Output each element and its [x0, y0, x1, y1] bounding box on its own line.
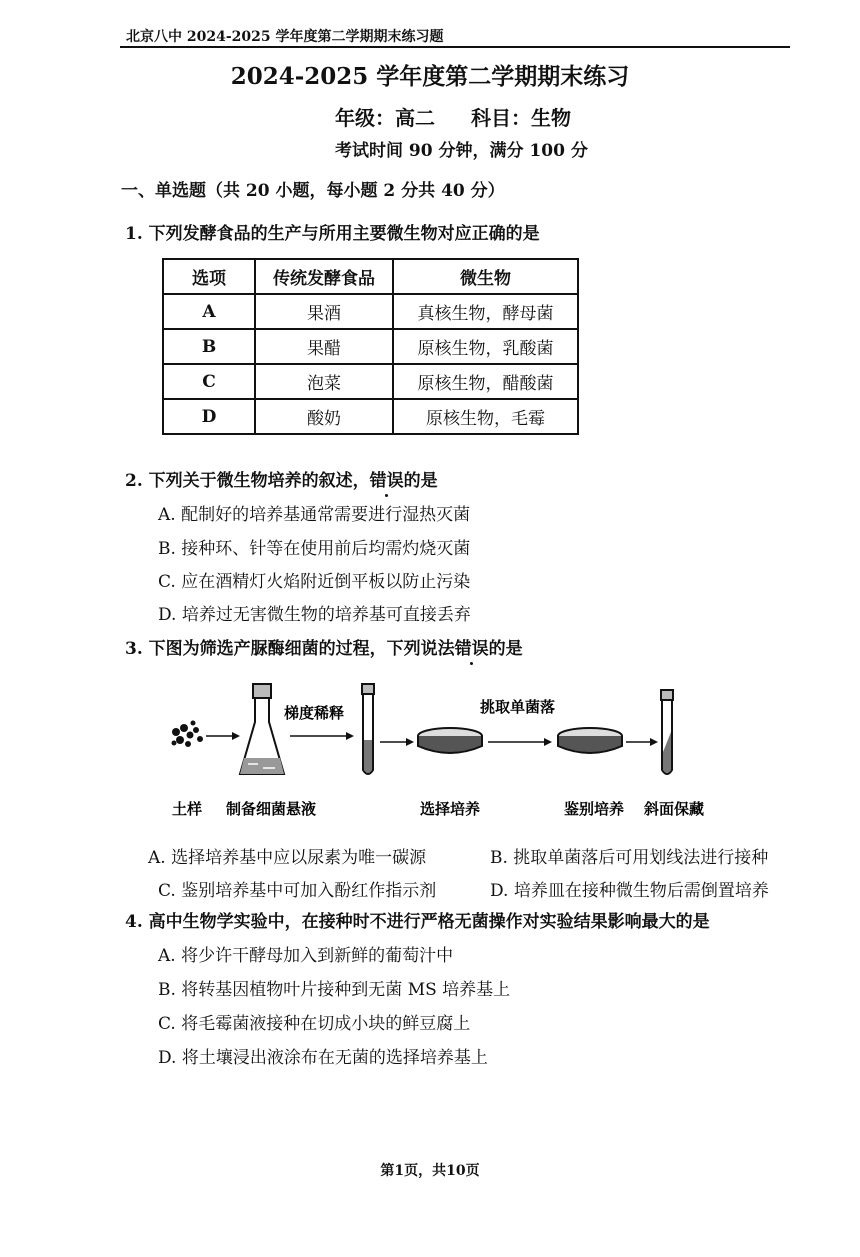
emphasis-word: 错误 [370, 466, 404, 491]
question-3-option-a: A. 选择培养基中应以尿素为唯一碳源 [148, 848, 427, 868]
question-4-option-b: B. 将转基因植物叶片接种到无菌 MS 培养基上 [158, 980, 511, 1000]
question-3-stem-end: 的是 [488, 639, 523, 659]
table-header-cell: 传统发酵食品 [255, 259, 393, 294]
question-2-option-b: B. 接种环、针等在使用前后均需灼烧灭菌 [158, 539, 471, 559]
header-divider [120, 46, 790, 48]
table-header-row [163, 259, 578, 294]
arrow-icon [206, 732, 240, 740]
question-1-table [162, 258, 579, 435]
caption-slant-storage: 斜面保藏 [644, 800, 705, 818]
question-4-option-d: D. 将土壤浸出液涂布在无菌的选择培养基上 [158, 1048, 488, 1068]
caption-differential-culture: 鉴别培养 [564, 800, 625, 818]
arrow-icon [380, 738, 414, 746]
table-cell: 泡菜 [255, 364, 393, 399]
table-cell: 果酒 [255, 294, 393, 329]
table-cell: 原核生物，乳酸菌 [393, 329, 578, 364]
question-2-stem [125, 466, 438, 491]
table-cell: A [163, 294, 255, 329]
question-4-option-a: A. 将少许干酵母加入到新鲜的葡萄汁中 [158, 946, 454, 966]
grade-label: 年级：高二 [335, 106, 435, 130]
question-4-option-c: C. 将毛霉菌液接种在切成小块的鲜豆腐上 [158, 1014, 471, 1034]
arrow-icon [626, 738, 658, 746]
question-2-stem-end: 的是 [403, 471, 438, 491]
question-2-option-a: A. 配制好的培养基通常需要进行湿热灭菌 [158, 505, 471, 525]
subject-label: 科目：生物 [471, 106, 571, 130]
exam-info: 考试时间 90 分钟，满分 100 分 [335, 141, 588, 161]
caption-bacterial-suspension: 制备细菌悬液 [226, 800, 317, 818]
caption-selective-culture: 选择培养 [420, 800, 481, 818]
page-title: 2024-2025 学年度第二学期期末练习 [230, 63, 630, 90]
question-3-option-b: B. 挑取单菌落后可用划线法进行接种 [490, 848, 769, 868]
table-cell: 原核生物，毛霉 [393, 399, 578, 434]
question-2-option-c: C. 应在酒精灯火焰附近倒平板以防止污染 [158, 572, 471, 592]
table-row [163, 364, 578, 399]
flask-icon [240, 684, 284, 774]
petri-dish-icon [558, 728, 622, 753]
emphasis-word: 错误 [455, 634, 489, 659]
question-1-stem: 1. 下列发酵食品的生产与所用主要微生物对应正确的是 [125, 224, 540, 244]
question-3-stem-text: 3. 下图为筛选产脲酶细菌的过程，下列说法 [125, 639, 455, 659]
grade-subject-line [335, 102, 571, 131]
exam-header: 北京八中 2024-2025 学年度第二学期期末练习题 [126, 29, 444, 45]
table-cell: C [163, 364, 255, 399]
table-row [163, 399, 578, 434]
question-3-stem [125, 634, 523, 659]
question-4-stem: 4. 高中生物学实验中，在接种时不进行严格无菌操作对实验结果影响最大的是 [125, 912, 710, 932]
arrow-label-pick-colony: 挑取单菌落 [480, 698, 556, 716]
table-cell: 酸奶 [255, 399, 393, 434]
table-cell: 原核生物，醋酸菌 [393, 364, 578, 399]
table-header-cell: 微生物 [393, 259, 578, 294]
question-2-stem-text: 2. 下列关于微生物培养的叙述， [125, 471, 370, 491]
table-cell: D [163, 399, 255, 434]
arrow-icon [488, 738, 552, 746]
test-tube-icon [362, 684, 374, 774]
screening-process-diagram [160, 680, 720, 830]
soil-sample-icon [172, 721, 204, 748]
table-cell: 果醋 [255, 329, 393, 364]
caption-soil-sample: 土样 [172, 800, 203, 818]
section-title: 一、单选题（共 20 小题，每小题 2 分共 40 分） [121, 181, 505, 201]
table-cell: B [163, 329, 255, 364]
petri-dish-icon [418, 728, 482, 753]
arrow-label-dilution: 梯度稀释 [284, 704, 345, 722]
question-2-option-d: D. 培养过无害微生物的培养基可直接丢弃 [158, 605, 471, 625]
question-3-option-d: D. 培养皿在接种微生物后需倒置培养 [490, 881, 769, 901]
table-row [163, 294, 578, 329]
question-3-option-c: C. 鉴别培养基中可加入酚红作指示剂 [158, 881, 437, 901]
table-cell: 真核生物，酵母菌 [393, 294, 578, 329]
page-footer: 第1页，共10页 [380, 1163, 480, 1179]
slant-tube-icon [661, 690, 673, 774]
arrow-icon [290, 732, 354, 740]
table-row [163, 329, 578, 364]
table-header-cell: 选项 [163, 259, 255, 294]
